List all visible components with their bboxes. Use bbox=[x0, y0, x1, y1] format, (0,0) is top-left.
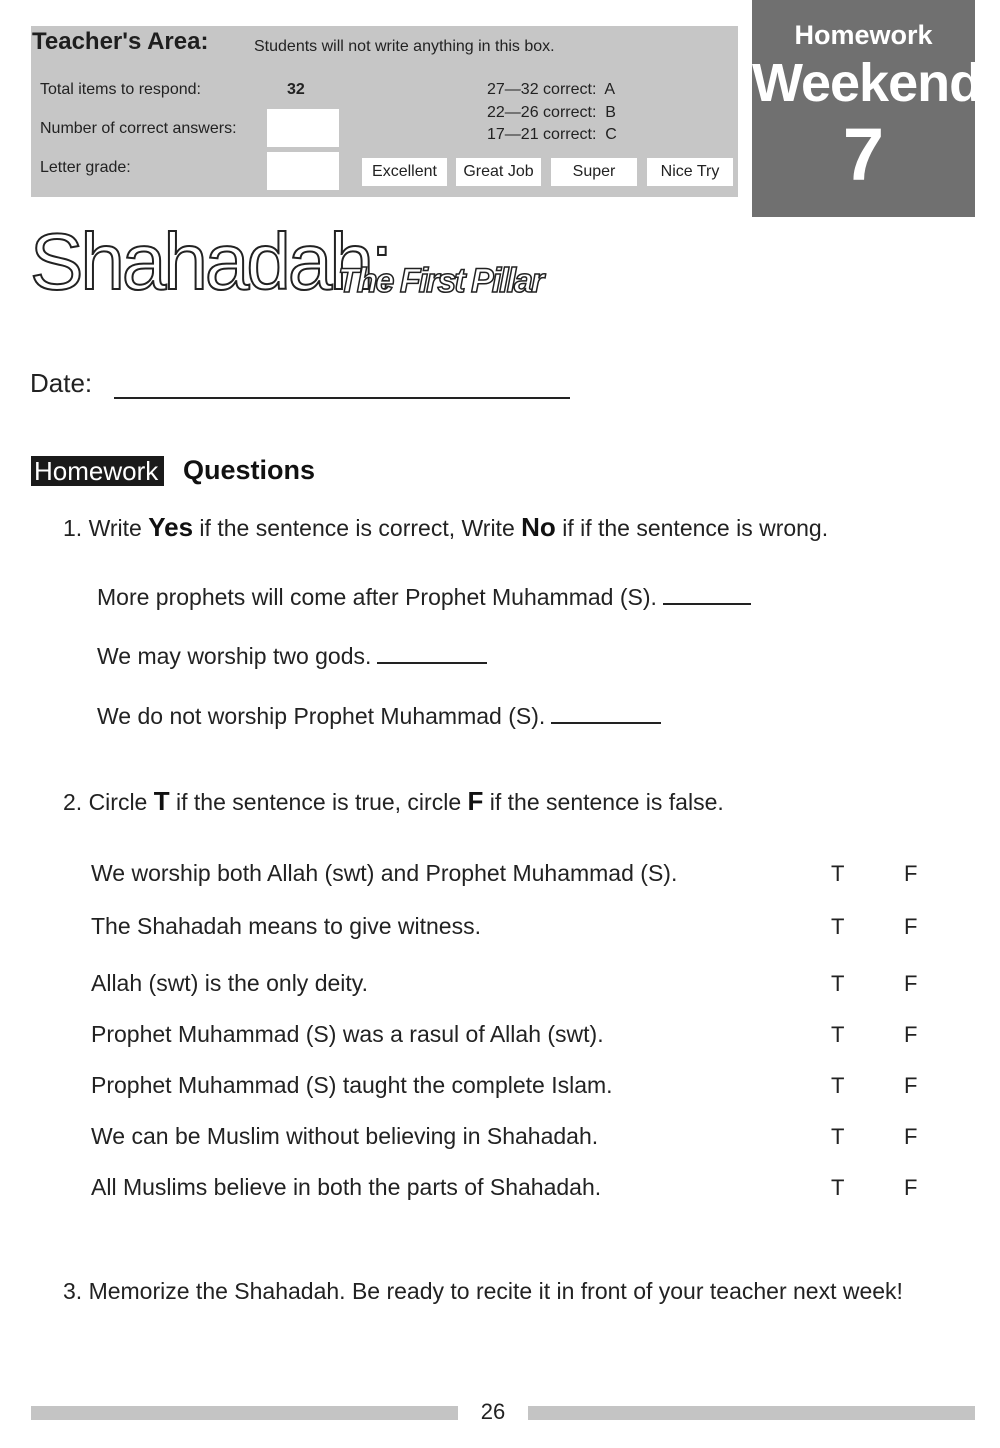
false-option[interactable]: F bbox=[904, 1124, 918, 1149]
false-option[interactable]: F bbox=[904, 1022, 918, 1047]
q1-text-post: if if the sentence is wrong. bbox=[555, 515, 829, 541]
q1-item-text: More prophets will come after Prophet Muhammad (S). bbox=[97, 584, 657, 610]
footer-bar-left bbox=[31, 1406, 458, 1420]
true-option[interactable]: T bbox=[831, 1175, 845, 1200]
false-option[interactable]: F bbox=[904, 1073, 918, 1098]
homework-badge: Homework bbox=[31, 456, 164, 486]
question-3-instruction: 3. Memorize the Shahadah. Be ready to recite it in front of your teacher next week! bbox=[63, 1278, 903, 1304]
true-option[interactable]: T bbox=[831, 914, 845, 939]
teacher-area-note: Students will not write anything in this box. bbox=[254, 38, 555, 55]
teacher-area-title: Teacher's Area: bbox=[32, 28, 209, 55]
weekend-label: Weekend bbox=[752, 53, 982, 113]
q2-item-text: Allah (swt) is the only deity. bbox=[91, 970, 368, 996]
letter-grade-field[interactable] bbox=[267, 152, 339, 190]
q2-item-text: All Muslims believe in both the parts of Shahadah. bbox=[91, 1174, 602, 1200]
answer-blank[interactable] bbox=[551, 702, 661, 724]
correct-answers-field[interactable] bbox=[267, 109, 339, 147]
page-title: Shahadah: bbox=[30, 217, 391, 306]
q2-item-text: The Shahadah means to give witness. bbox=[91, 913, 481, 939]
page-subtitle: The First Pillar bbox=[338, 262, 543, 300]
rating-excellent[interactable]: Excellent bbox=[362, 158, 447, 186]
q1-item bbox=[97, 583, 751, 611]
date-label: Date: bbox=[30, 368, 93, 398]
grade-scale-c: 17—21 correct: C bbox=[487, 126, 617, 143]
q2-text-pre: 2. Circle bbox=[63, 789, 154, 815]
total-items-label: Total items to respond: bbox=[40, 81, 201, 98]
q2-t-keyword: T bbox=[153, 786, 170, 816]
answer-blank[interactable] bbox=[377, 642, 487, 664]
q2-item-text: We worship both Allah (swt) and Prophet Muhammad (S). bbox=[91, 860, 678, 886]
false-option[interactable]: F bbox=[904, 914, 918, 939]
q1-item bbox=[97, 642, 487, 670]
q1-text-pre: 1. Write bbox=[63, 515, 149, 541]
question-2-instruction bbox=[63, 786, 724, 817]
false-option[interactable]: F bbox=[904, 861, 918, 886]
rating-great-job[interactable]: Great Job bbox=[456, 158, 541, 186]
q2-text-post: if the sentence is false. bbox=[483, 789, 724, 815]
question-1-instruction bbox=[63, 512, 828, 543]
homework-label: Homework bbox=[794, 20, 933, 50]
homework-weekend-badge bbox=[752, 0, 982, 217]
q1-yes-keyword: Yes bbox=[148, 512, 194, 542]
answer-blank[interactable] bbox=[663, 583, 751, 605]
rating-super[interactable]: Super bbox=[551, 158, 637, 186]
rating-nice-try[interactable]: Nice Try bbox=[647, 158, 733, 186]
page-number: 26 bbox=[480, 1399, 506, 1424]
weekend-number: 7 bbox=[842, 113, 885, 196]
q2-item-text: We can be Muslim without believing in Shahadah. bbox=[91, 1123, 599, 1149]
letter-grade-label: Letter grade: bbox=[40, 159, 131, 176]
true-option[interactable]: T bbox=[831, 861, 845, 886]
q2-item-text: Prophet Muhammad (S) was a rasul of Allah (swt). bbox=[91, 1021, 604, 1047]
q1-item-text: We may worship two gods. bbox=[97, 643, 372, 669]
footer-bar-right bbox=[528, 1406, 975, 1420]
q1-no-keyword: No bbox=[521, 512, 556, 542]
q2-f-keyword: F bbox=[467, 786, 484, 816]
grade-scale-b: 22—26 correct: B bbox=[487, 104, 616, 121]
questions-heading: Questions bbox=[183, 455, 316, 485]
q1-item-text: We do not worship Prophet Muhammad (S). bbox=[97, 703, 546, 729]
total-items-value: 32 bbox=[287, 81, 305, 98]
q1-text-mid: if the sentence is correct, Write bbox=[193, 515, 522, 541]
q1-item bbox=[97, 702, 661, 730]
true-option[interactable]: T bbox=[831, 1022, 845, 1047]
false-option[interactable]: F bbox=[904, 971, 918, 996]
true-option[interactable]: T bbox=[831, 1124, 845, 1149]
q2-item-text: Prophet Muhammad (S) taught the complete Islam. bbox=[91, 1072, 613, 1098]
true-option[interactable]: T bbox=[831, 971, 845, 996]
date-field[interactable] bbox=[114, 397, 570, 399]
true-option[interactable]: T bbox=[831, 1073, 845, 1098]
q2-text-mid: if the sentence is true, circle bbox=[169, 789, 468, 815]
grade-scale-a: 27—32 correct: A bbox=[487, 81, 616, 98]
correct-answers-label: Number of correct answers: bbox=[40, 120, 237, 137]
false-option[interactable]: F bbox=[904, 1175, 918, 1200]
